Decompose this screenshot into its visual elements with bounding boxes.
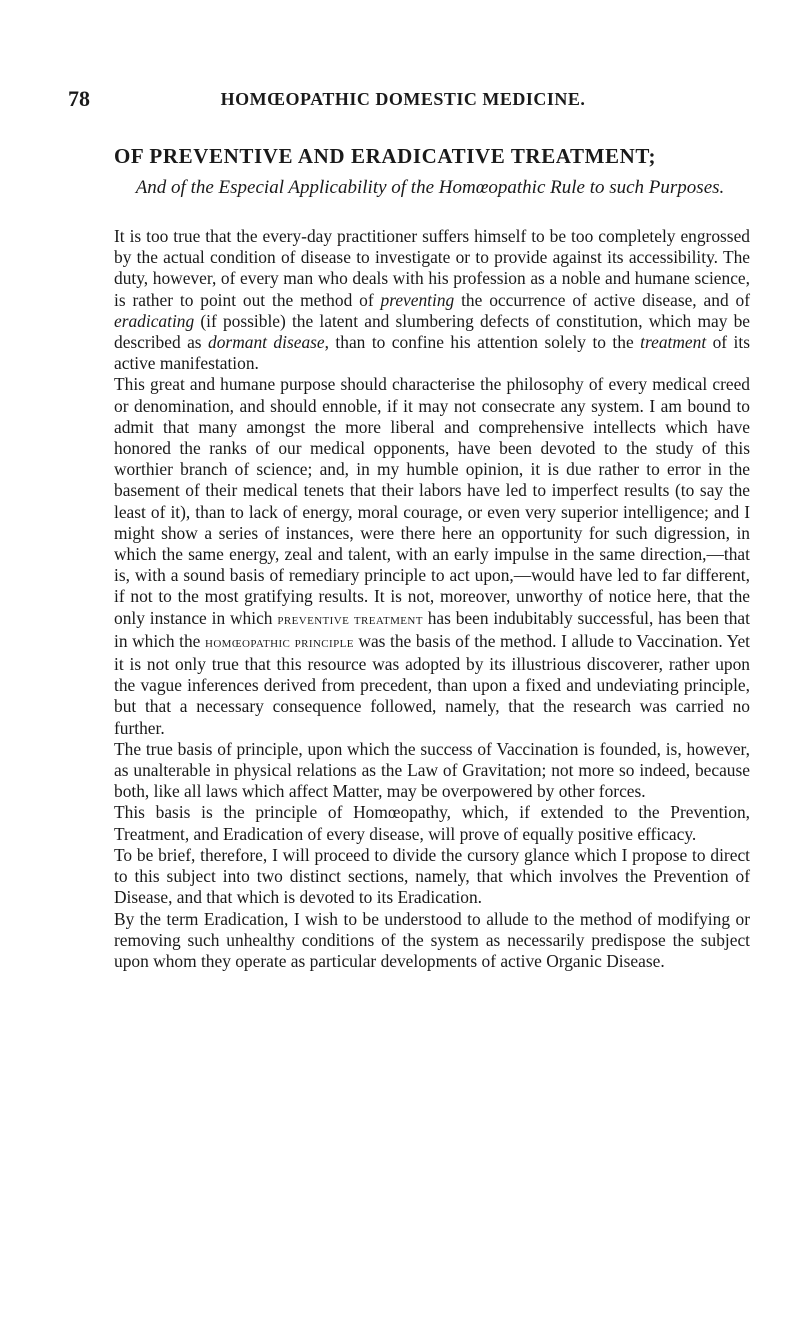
small-caps-preventive-treatment: preventive treatment [277, 611, 423, 628]
text-run: has been indubitably successful, has been that in which the [114, 607, 750, 651]
running-head: HOMŒOPATHIC DOMESTIC MEDICINE. [220, 89, 586, 109]
body-text [114, 226, 750, 972]
paragraph-4: This basis is the principle of Homœopathy, which, if extended to the Prevention, Treatment, and Eradication of every disease, will prove of equally positive efficacy. [114, 802, 750, 844]
page-number: 78 [68, 86, 90, 111]
paragraph-6: By the term Eradication, I wish to be understood to allude to the method of modifying or removing such unhealthy conditions of the system as necessarily predispose the subject upon whom they operate as particular developments of active Organic Disease. [114, 908, 750, 971]
section-title: OF PREVENTIVE AND ERADICATIVE TREATMENT; [114, 144, 657, 168]
paragraph-1 [114, 226, 750, 374]
emphasis-treatment: treatment [640, 332, 707, 353]
section-subtitle: And of the Especial Applicability of the Homœopathic Rule to such Purposes. [135, 177, 725, 198]
small-caps-homoeopathic-principle: homœopathic principle [204, 634, 354, 651]
text-run: It is too true that the every-day practitioner suffers himself to be too completely engrossed by the actual condition of disease to investigate or to provide against its accessibility. The duty, however, of every man who deals with his profession as a noble and humane science, is rather to point out the method of [114, 226, 750, 310]
text-run: the occurrence of active disease, and of [454, 289, 750, 310]
paragraph-3: The true basis of principle, upon which the success of Vaccination is founded, is, however, as unalterable in physical relations as the Law of Gravitation; not more so indeed, because both, like all laws which affect Matter, may be overpowered by other forces. [114, 738, 750, 802]
emphasis-preventing: preventing [380, 289, 455, 310]
page-header [68, 86, 738, 116]
text-run: of its active manifestation. [114, 332, 750, 374]
paragraph-2 [114, 374, 750, 738]
text-run: This great and humane purpose should characterise the philosophy of every medical creed or denomination, and should ennoble, if it may not consecrate any system. I am bound to admit that many amongst the more liberal and comprehensive intellects which have honored the ranks of our medical opponents, have been devoted to the study of this worthier branch of science; and, in my humble opinion, it is due rather to error in the basement of their medical tenets that their labors have led to imperfect results (to say the least of it), than to lack of energy, moral courage, or even very superior intelligence; and I might show a series of instances, were there here an opportunity for such digression, in which the same energy, zeal and talent, with an early impulse in the same direction,—that is, with a sound basis of remediary principle to act upon,—would have led to far different, if not to the most gratifying results. It is not, moreover, unworthy of notice here, that the only instance in which [114, 374, 750, 628]
text-run: was the basis of the method. I allude to Vaccination. Yet it is not only true that this resource was adopted by its illustrious discoverer, rather upon the vague inferences derived from precedent, than upon a fixed and undeviating principle, but that a necessary consequence followed, namely, that the research was carried no further. [114, 630, 750, 738]
text-run: (if possible) the latent and slumbering defects of constitution, which may be described as [114, 310, 750, 353]
text-run: , than to confine his attention solely to the [324, 332, 641, 353]
emphasis-dormant-disease: dormant disease [208, 332, 325, 353]
emphasis-eradicating: eradicating [114, 310, 195, 331]
paragraph-5: To be brief, therefore, I will proceed to divide the cursory glance which I propose to direct to this subject into two distinct sections, namely, that which involves the Prevention of Disease, and that which is devoted to its Eradication. [114, 844, 750, 908]
